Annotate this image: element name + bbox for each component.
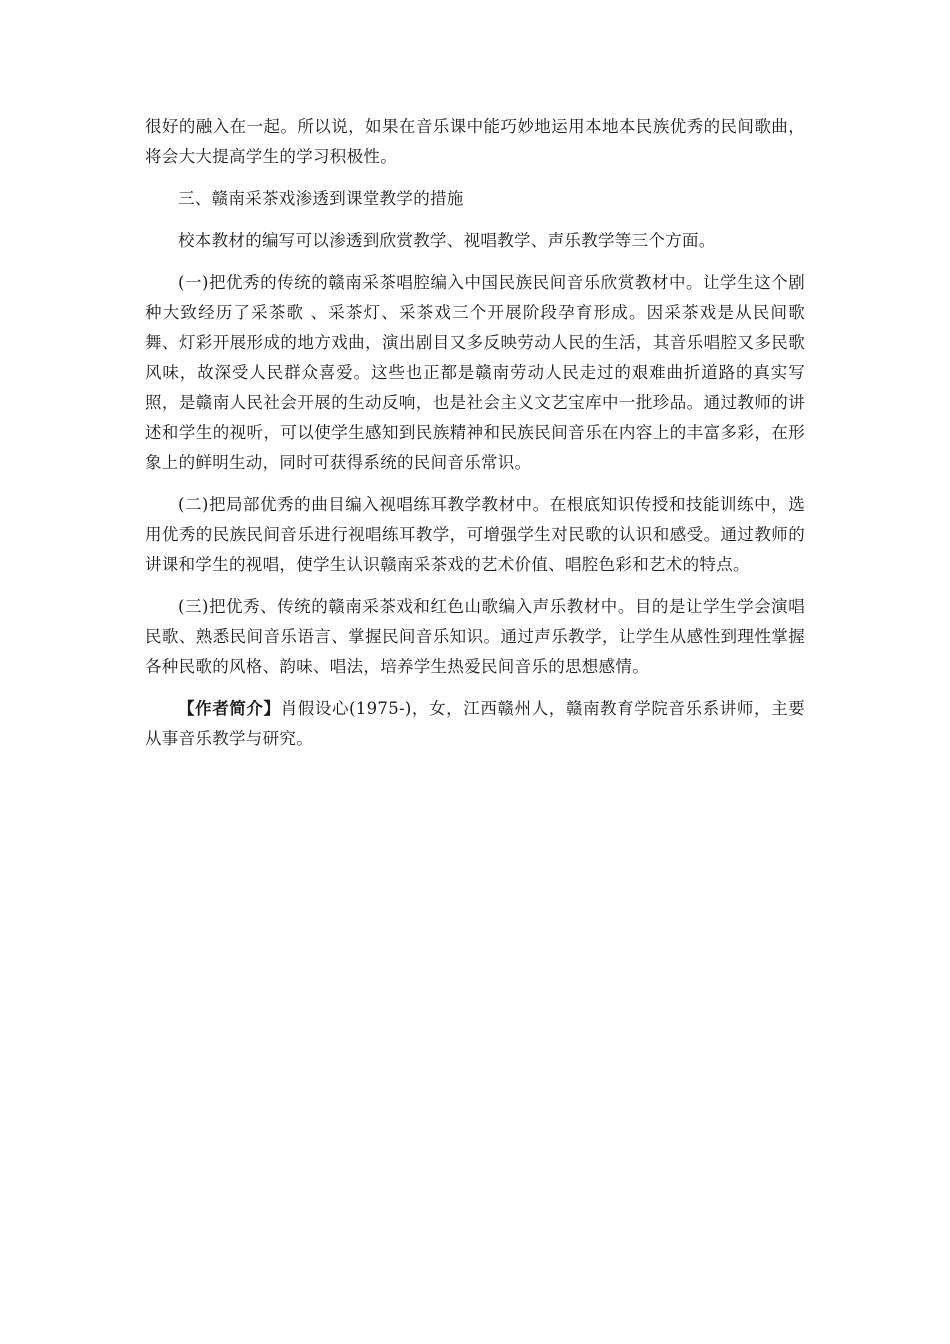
author-note-label: 【作者简介】 bbox=[178, 699, 281, 718]
section-heading: 三、赣南采茶戏渗透到课堂教学的措施 bbox=[178, 189, 464, 208]
paragraph-item-3: (三)把优秀、传统的赣南采茶戏和红色山歌编入声乐教材中。目的是让学生学会演唱民歌、熟悉民间音乐语言、掌握民间音乐知识。通过声乐教学，让学生从感性到理性掌握各种民歌的风格、韵味、唱法，培养学生热爱民间音乐的思想感情。 bbox=[145, 597, 805, 676]
document-page bbox=[145, 112, 805, 754]
paragraph-item-1: (一)把优秀的传统的赣南采茶唱腔编入中国民族民间音乐欣赏教材中。让学生这个剧种大致经历了采茶歌 、采茶灯、采茶戏三个开展阶段孕育形成。因采茶戏是从民间歌舞、灯彩开展形成的地方戏曲，演出剧目又多反映劳动人民的生活，其音乐唱腔又多民歌风味，故深受人民群众喜爱。这些也正都是赣南劳动人民走过的艰难曲折道路的真实写照，是赣南人民社会开展的生动反响，也是社会主义文艺宝库中一批珍品。通过教师的讲述和学生的视听，可以使学生感知到民族精神和民族民间音乐在内容上的丰富多彩，在形象上的鲜明生动，同时可获得系统的民间音乐常识。 bbox=[145, 273, 805, 472]
paragraph-item-2: (二)把局部优秀的曲目编入视唱练耳教学教材中。在根底知识传授和技能训练中，选用优秀的民族民间音乐进行视唱练耳教学，可增强学生对民歌的认识和感受。通过教师的讲课和学生的视唱，使学生认识赣南采茶戏的艺术价值、唱腔色彩和艺术的特点。 bbox=[145, 495, 805, 574]
paragraph-intro: 校本教材的编写可以渗透到欣赏教学、视唱教学、声乐教学等三个方面。 bbox=[178, 231, 716, 250]
author-note-text: 肖假设心(1975-)，女，江西赣州人，赣南教育学院音乐系讲师，主要从事音乐教学与研究。 bbox=[145, 699, 806, 748]
author-note bbox=[145, 694, 805, 754]
paragraph-continuation: 很好的融入在一起。所以说，如果在音乐课中能巧妙地运用本地本民族优秀的民间歌曲，将会大大提高学生的学习积极性。 bbox=[145, 117, 805, 166]
